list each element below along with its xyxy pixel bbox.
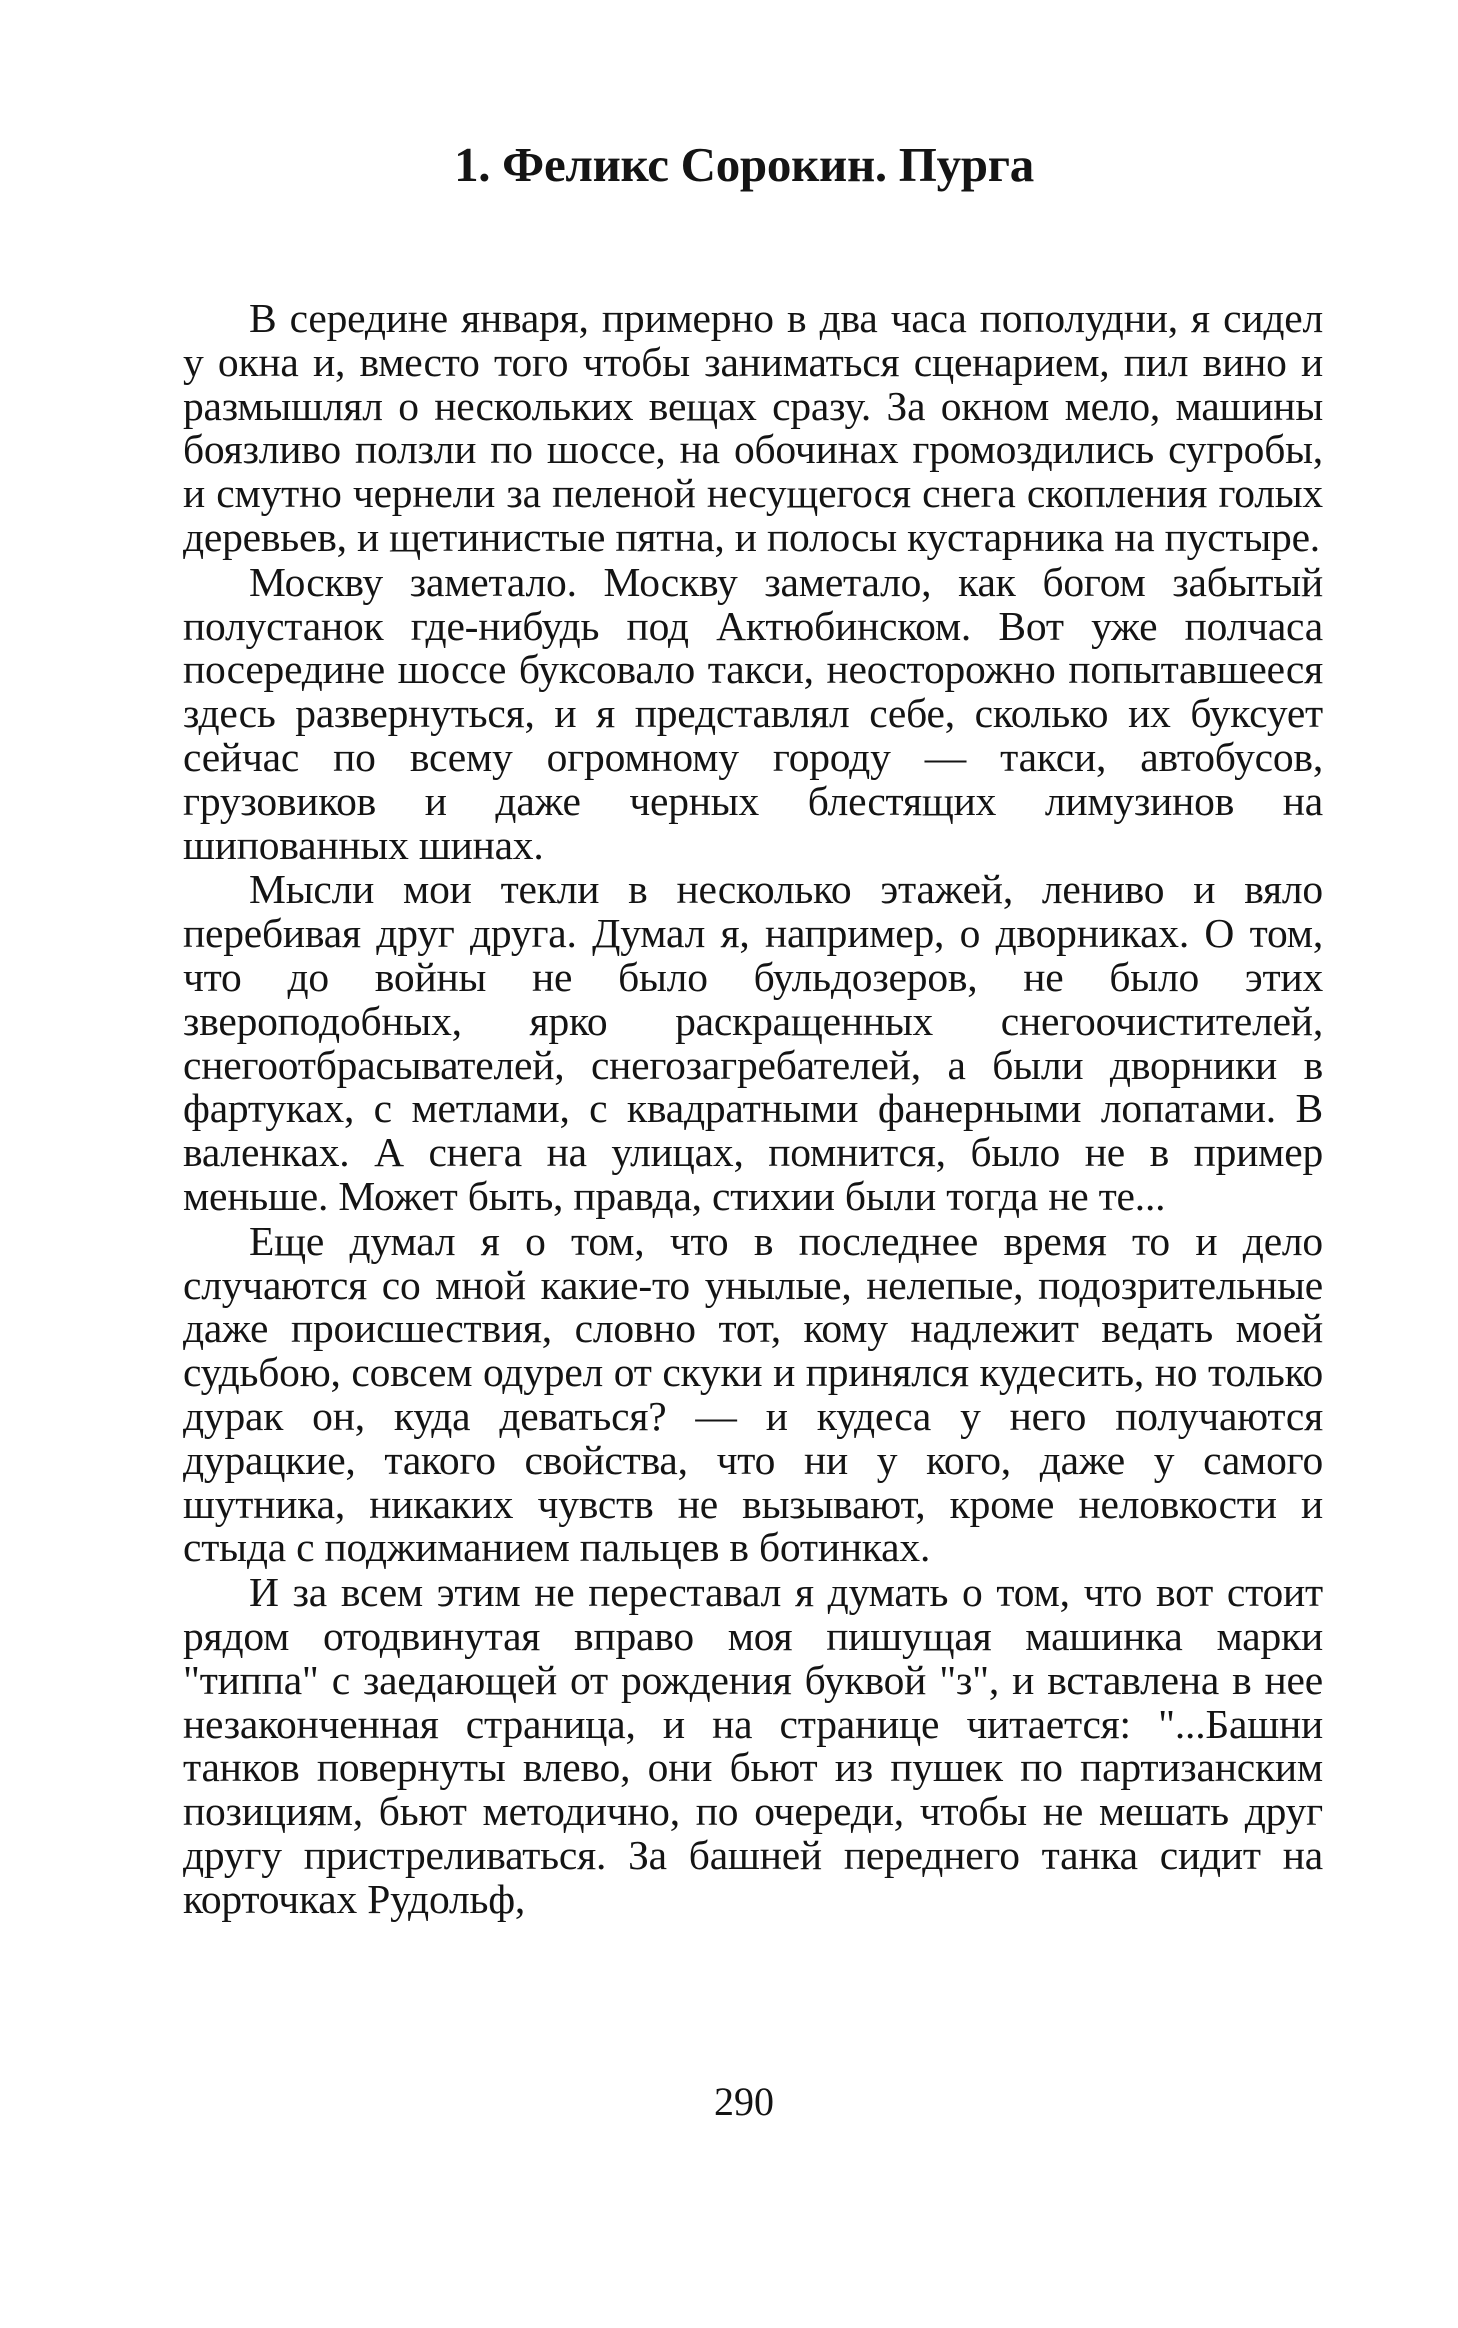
- paragraph: Москву заметало. Москву заметало, как богом забытый полустанок где-нибудь под Актюбинском. Вот уже полчаса посередине шоссе буксовало такси, неосторожно попытавшееся здесь развернуться, и я представлял себе, сколько их буксует сейчас по всему огромному городу — такси, автобусов, грузовиков и даже черных блестящих лимузинов на шипованных шинах.: [183, 558, 1323, 868]
- paragraph: И за всем этим не переставал я думать о том, что вот стоит рядом отодвинутая вправо моя пишущая машинка марки "типпа" с заедающей от рождения буквой "з", и вставлена в нее незаконченная страница, и на странице читается: "...Башни танков повернуты влево, они бьют из пушек по партизанским позициям, бьют методично, по очереди, чтобы не мешать друг другу пристреливаться. За башней переднего танка сидит на корточках Рудольф,: [183, 1569, 1323, 1922]
- paragraph: Еще думал я о том, что в последнее время то и дело случаются со мной какие-то унылые, нелепые, подозрительные даже происшествия, словно тот, кому надлежит ведать моей судьбою, совсем одурел от скуки и принялся кудесить, но только дурак он, куда деваться? — и кудеса у него получаются дурацкие, такого свойства, что ни у кого, даже у самого шутника, никаких чувств не вызывают, кроме неловкости и стыда с поджиманием пальцев в ботинках.: [183, 1217, 1323, 1571]
- body-text: [183, 297, 1323, 1922]
- page-number: 290: [714, 2079, 774, 2124]
- paragraph: Мысли мои текли в несколько этажей, лениво и вяло перебивая друг друга. Думал я, например, о дворниках. О том, что до войны не было бульдозеров, не было этих звероподобных, ярко раскращенных снегоочистителей, снегоотбрасывателей, снегозагребателей, а были дворники в фартуках, с метлами, с квадратными фанерными лопатами. В валенках. А снега на улицах, помнится, было не в пример меньше. Может быть, правда, стихии были тогда не те...: [183, 866, 1323, 1219]
- paragraph: В середине января, примерно в два часа пополудни, я сидел у окна и, вместо того чтобы заниматься сценарием, пил вино и размышлял о нескольких вещах сразу. За окном мело, машины боязливо ползли по шоссе, на обочинах громоздились сугробы, и смутно чернели за пеленой несущегося снега скопления голых деревьев, и щетинистые пятна, и полосы кустарника на пустыре.: [183, 295, 1323, 560]
- chapter-title: 1. Феликс Сорокин. Пурга: [454, 137, 1034, 192]
